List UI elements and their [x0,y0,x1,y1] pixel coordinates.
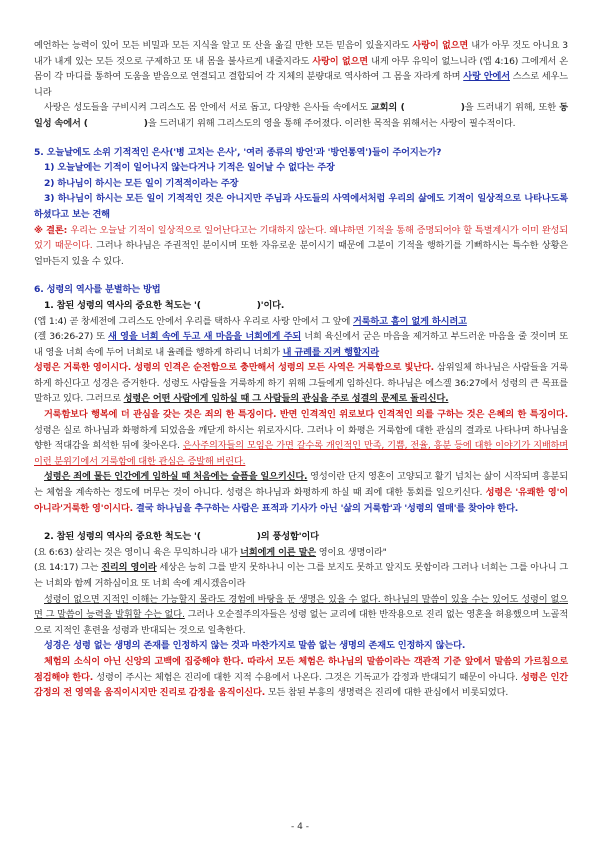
paragraph-holiness: 거룩함보다 행복에 더 관심을 갖는 것은 죄의 한 특징이다. 반면 인격적인 위로보다 인격적인 의를 구하는 것은 은혜의 한 특징이다. 성령은 실로 하나님과 화평하게 되었음을 깨닫게 하시는 위로자시다. 그러나 이 화평은 거룩함에 대한 관심의 결과로 나타나며 하나님을 향한 적대감을 희석한 뒤에 찾아온다. 은사주의자들의 모임은 가면 갈수록 개인적인 만족, 기쁨, 전율, 흥분 등에 대한 이야기가 지배하며 이런 분위기에서 거룩함에 대한 관심은 증발해 버린다. [34,409,568,467]
document-page [34,38,568,701]
paragraph-love: 예언하는 능력이 있어 모든 비밀과 모든 지식을 알고 또 산을 옮길 만한 모든 믿음이 있을지라도 사랑이 없으면 내가 아무 것도 아니요 3 내가 내게 있는 모든 것으로 구제하고 또 내 몸을 불사르게 내줄지라도 사랑이 없으면 내게 아무 유익이 없느니라 (엡 4:16) 그에게서 온 몸이 각 마디를 통하여 도움을 받음으로 연결되고 결합되어 각 지체의 분량대로 역사하여 그 몸을 자라게 하며 사랑 안에서 스스로 세우느니라 [34,40,569,98]
paragraph-sorrow: 성령은 죄에 물든 인간에게 임하실 때 처음에는 슬픔을 일으키신다. 영성이란 단지 영혼이 고양되고 활기 넘치는 삶이 시작되며 흥분되는 체험을 계속하는 정도에 머무는 것이 아니다. 성령은 하나님과 화평하게 하실 때 죄에 대한 통회를 일으키신다. 성령은 '유쾌한 영'이 아니라'거룩한 영'이시다. 결국 하나님을 추구하는 사람은 표적과 기사가 아닌 '삶의 거룩함'과 '성령의 열매'를 찾아야 한다. [34,471,568,514]
section-6-heading: 6. 성령의 역사를 분별하는 방법 [34,284,161,296]
section-5-item-2: 2) 하나님이 하시는 모든 일이 기적적이라는 주장 [44,177,239,189]
section-5-item-3: 3) 하나님이 하시는 모든 일이 기적적인 것은 아니지만 주님과 사도들의 사역에서처럼 우리의 삶에도 기적이 일상적으로 나타나도록 하셨다고 보는 견해 [34,193,568,220]
section-6-sub-1: 1. 참된 성령의 역사의 중요한 척도는 '( )'이다. [44,299,285,311]
section-6-sub-2: 2. 참된 성령의 역사의 중요한 척도는 '( )의 풍성함'이다 [44,531,319,543]
paragraph-experience: 체험의 소식이 아닌 신앙의 고백에 집중해야 한다. 따라서 모든 체험은 하나님의 말씀이라는 객관적 기준 앞에서 말씀의 가르침으로 점검해야 한다. 성령이 주시는 체험은 진리에 대한 지적 수용에서 나온다. 그것은 기독교가 감정과 반대되기 때문이 아니다. 성령은 인간 감정의 전 영역을 움직이시지만 진리로 감정을 움직이신다. 모든 참된 부흥의 생명력은 진리에 대한 관심에서 비롯되었다. [34,655,568,699]
paragraph-love-purpose: 사랑은 성도들을 구비시켜 그리스도 몸 안에서 서로 돕고, 다양한 은사들 속에서도 교회의 ( )을 드러내기 위해, 또한 동일성 속에서 ( )을 드러내기 위해 그리스도의 영을 통해 주어졌다. 이러한 목적을 위해서는 사랑이 필수적이다. [34,102,568,129]
verse-john-14: (요 14:17) 그는 진리의 영이라 세상은 능히 그를 받지 못하나니 이는 그를 보지도 못하고 알지도 못함이라 그러나 너희는 그를 아나니 그는 너희와 함께 거하심이요 또 너희 속에 계시겠음이라 [34,562,568,589]
paragraph-word-and-spirit: 성령이 없으면 지적인 이해는 가능할지 몰라도 경험에 바탕을 둔 생명은 있을 수 없다. 하나님의 말씀이 있을 수는 있어도 성령이 없으면 그 말씀이 능력을 발휘할 수는 없다. 그러나 오순절주의자들은 성령 없는 교리에 대한 반작용으로 진리 없는 영혼을 허용했으며 노골적으로 지적인 훈련을 성령과 반대되는 것으로 일축한다. [34,593,568,636]
paragraph-holy-spirit: 성령은 거룩한 영이시다. 성령의 인격은 순전함으로 충만해서 성령의 모든 사역은 거룩함으로 빛난다. 삼위일체 하나님은 사람들을 거룩하게 하신다고 성경은 증거한다. 성령도 사람들을 거룩하게 하기 위해 그들에게 임하신다. 하나님은 에스겔 36:27에서 성령의 큰 목표를 말하고 있다. 그러므로 성령은 어떤 사람에게 임하실 때 그 사람들의 관심을 주로 성결의 문제로 돌리신다. [34,362,568,405]
verse-ezekiel: (겔 36:26-27) 또 새 영을 너희 속에 두고 새 마음을 너희에게 주되 너희 육신에서 굳은 마음을 제거하고 부드러운 마음을 줄 것이며 또 내 영을 너희 속에 두어 너희로 내 율례를 행하게 하리니 너희가 내 규례를 지켜 행할지라 [34,331,568,358]
verse-john-6: (요 6:63) 살리는 것은 영이니 육은 무익하니라 내가 너희에게 이른 말은 영이요 생명이라" [34,546,387,558]
section-5-conclusion: ※ 결론: 우리는 오늘날 기적이 일상적으로 일어난다고는 기대하지 않는다. 왜냐하면 기적을 통해 증명되어야 할 특별계시가 이미 완성되었기 때문이다. 그러나 하나님은 주권적인 분이시며 또한 자유로운 분이시기 때문에 그분이 기적을 행하기를 기뻐하시는 특수한 상황은 얼마든지 있을 수 있다. [34,224,569,267]
verse-ephesians: (엡 1:4) 곧 창세전에 그리스도 안에서 우리를 택하사 우리로 사랑 안에서 그 앞에 거룩하고 흠이 없게 하시려고 [34,315,467,327]
section-5-item-1: 1) 오늘날에는 기적이 일어나지 않는다거나 기적은 일어날 수 없다는 주장 [44,162,335,174]
page-number: - 4 - [291,822,309,832]
paragraph-life: 성경은 성령 없는 생명의 존재를 인정하지 않는 것과 마찬가지로 말씀 없는 생명의 존재도 인정하지 않는다. [44,640,466,652]
section-5-heading: 5. 오늘날에도 소위 기적적인 은사('병 고치는 은사', '여러 종류의 방언'과 '방언통역')들이 주어지는가? [34,146,442,158]
